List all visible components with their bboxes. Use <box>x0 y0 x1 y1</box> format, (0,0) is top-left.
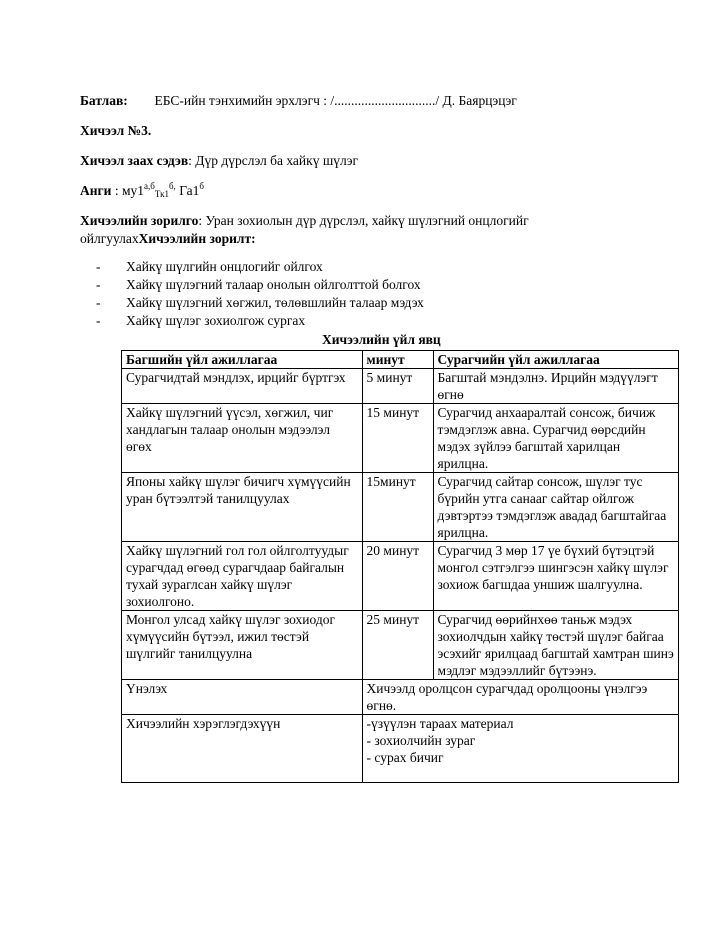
goal-text: Хайкү шүлэгний хөгжил, төлөвшлийн талаар мэдэх <box>126 295 424 310</box>
tools-list <box>362 715 678 783</box>
grade-sub: Тк1 <box>154 189 169 199</box>
objective-paragraph <box>80 212 620 248</box>
objective-value: : Уран зохиолын дүр дүрслэл, хайкү шүлэгний онцлогийг ойлгуулах <box>80 213 529 246</box>
teacher-activity: Хайкү шүлэгний үүсэл, хөгжил, чиг хандлагын талаар онолын мэдээлэл өгөх <box>122 404 363 473</box>
table-row <box>122 369 679 404</box>
teacher-activity: Монгол улсад хайкү шүлэг зохиодог хүмүүсийн бүтээл, ижил төстэй шүлгийг танилцуулна <box>122 611 363 680</box>
grade-sup-3: б <box>199 181 204 191</box>
minutes: 25 минут <box>362 611 433 680</box>
evaluation-label: Үнэлэх <box>122 680 363 715</box>
table-caption: Хичээлийн үйл явц <box>322 332 441 347</box>
header-student: Сурагчийн үйл ажиллагаа <box>433 351 679 369</box>
goal-item: - Хайкү шүлэг зохиолгож сургах <box>96 313 306 328</box>
minutes: 15 минут <box>362 404 433 473</box>
student-activity: Сурагчид сайтар сонсож, шүлэг тус бүрийн утга санааг сайтар ойлгож дэвтэртээ тэмдэглэж авадад багштайгаа ярилцна. <box>433 473 679 542</box>
objective-label: Хичээлийн зорилго <box>80 213 199 228</box>
grade-sup-1: а,б <box>143 181 155 191</box>
student-activity: Сурагчид өөрийнхөө таньж мэдэх зохиолчдын хайкү төстэй шүлэг байгаа эсэхийг ярилцаад багштай хамтран шинэ мэдлэг мэдээллийг бүтээнэ. <box>433 611 679 680</box>
table-header-row <box>122 351 679 369</box>
grade-suffix: Га1 <box>175 183 200 198</box>
evaluation-row <box>122 680 679 715</box>
goal-text: Хайкү шүлэгний талаар онолын ойлголттой болгох <box>126 277 421 292</box>
grade-label: Анги <box>80 183 112 198</box>
minutes: 20 минут <box>362 542 433 611</box>
lesson-process-table <box>121 350 679 783</box>
tools-row <box>122 715 679 783</box>
grade-sup-2: б, <box>168 181 176 191</box>
header-teacher: Багшийн үйл ажиллагаа <box>122 351 363 369</box>
approve-label: Батлав: <box>80 93 128 108</box>
lesson-number-text: Хичээл №3. <box>80 123 152 138</box>
goal-text: Хайкү шүлгийн онцлогийг ойлгох <box>126 259 323 274</box>
student-activity: Сурагчид анхааралтай сонсож, бичиж тэмдэглэж авна. Сурагчид өөрсдийн мэдэх зүйлээ багштай харилцан ярилцна. <box>433 404 679 473</box>
table-row <box>122 473 679 542</box>
student-activity: Багштай мэндэлнэ. Ирцийн мэдүүлэгт өгнө <box>433 369 679 404</box>
tool-item: - зохиолчийн зураг <box>366 733 476 748</box>
student-activity: Сурагчид 3 мөр 17 үе бүхий бүтэцтэй монгол сэтгэлгээ шингэсэн хайкү шүлэг зохиож багшдаа уншиж шалгуулна. <box>433 542 679 611</box>
tool-item: -үзүүлэн тараах материал <box>366 716 514 731</box>
goal-item: - Хайкү шүлэгний хөгжил, төлөвшлийн талаар мэдэх <box>96 295 424 310</box>
goal-text: Хайкү шүлэг зохиолгож сургах <box>126 313 306 328</box>
goal-item: - Хайкү шүлгийн онцлогийг ойлгох <box>96 259 323 274</box>
table-row <box>122 404 679 473</box>
topic-label: Хичээл заах сэдэв <box>80 153 189 168</box>
goal-item: - Хайкү шүлэгний талаар онолын ойлголттой болгох <box>96 277 421 292</box>
evaluation-value: Хичээлд оролцсон сурагчдад оролцооны үнэлгээ өгнө. <box>362 680 678 715</box>
lesson-number <box>80 122 151 140</box>
approve-text: ЕБС-ийн тэнхимийн эрхлэгч : /............................../ Д. Баярцэцэг <box>154 93 517 108</box>
tools-label: Хичээлийн хэрэглэгдэхүүн <box>122 715 363 783</box>
teacher-activity: Японы хайкү шүлэг бичигч хүмүүсийн уран бүтээлтэй танилцуулах <box>122 473 363 542</box>
grade-prefix: : му1 <box>111 183 144 198</box>
table-row <box>122 542 679 611</box>
minutes: 5 минут <box>362 369 433 404</box>
goals-list <box>96 258 424 330</box>
topic-value: : Дүр дүрслэл ба хайкү шүлэг <box>188 153 359 168</box>
table-row <box>122 611 679 680</box>
header-minutes: минут <box>362 351 433 369</box>
tasks-label: Хичээлийн зорилт: <box>138 231 256 246</box>
minutes: 15минут <box>362 473 433 542</box>
teacher-activity: Хайкү шүлэгний гол гол ойлголтуудыг сурагчдад өгөөд сурагчдаар байгалын тухай зураглсан хайкү шүлэг зохиолгоно. <box>122 542 363 611</box>
teacher-activity: Сурагчидтай мэндлэх, ирцийг бүртгэх <box>122 369 363 404</box>
approval-line <box>80 92 517 110</box>
grade-line <box>80 182 204 200</box>
tool-item: - сурах бичиг <box>366 750 444 765</box>
lesson-topic <box>80 152 358 170</box>
